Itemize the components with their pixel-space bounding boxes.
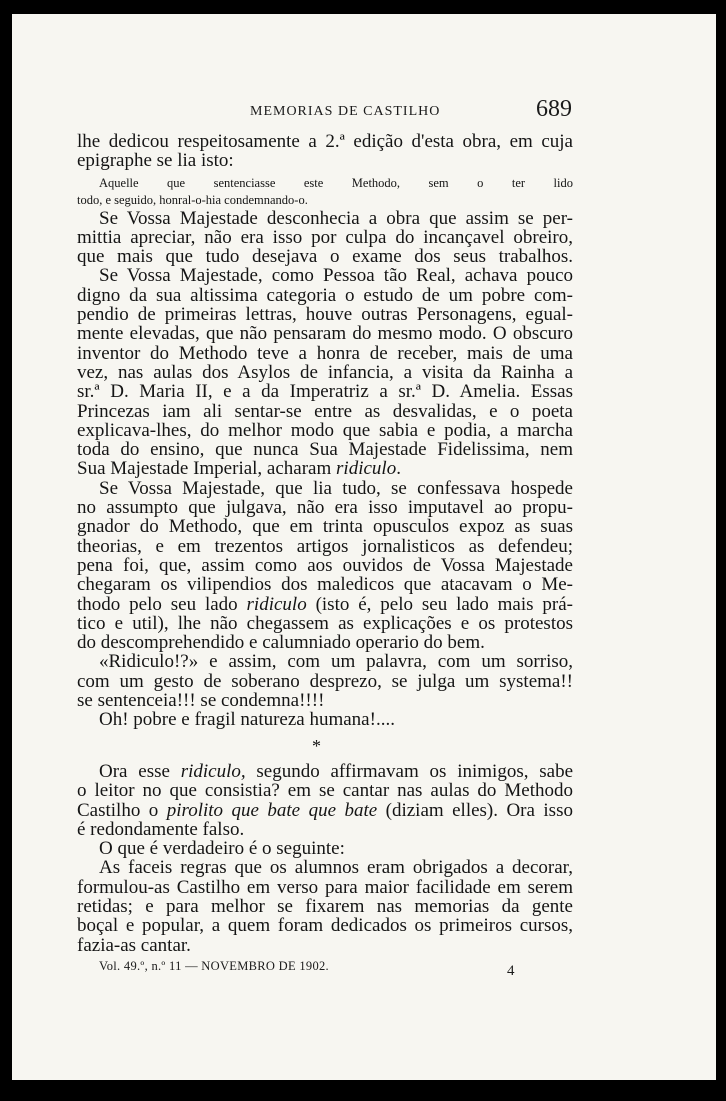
italic-word: ridiculo [336, 458, 397, 480]
text-line: retidas; e para melhor se fixarem nas memorias da gente [77, 896, 573, 918]
section-ornament: * [312, 736, 321, 756]
text-line: Se Vossa Majestade, que lia tudo, se confessava hospede [99, 477, 573, 499]
text-line: que mais que tudo desejava o exame dos seus trabalhos. [77, 246, 573, 268]
text-line: digno da sua altissima categoria o estudo de um pobre com- [77, 284, 573, 306]
text-line: thodo pelo seu lado ridiculo (isto é, pelo seu lado mais prá- [77, 593, 574, 615]
text-line: gnador do Methodo, que em trinta opusculos expoz as suas [77, 516, 573, 538]
epigraph-line: todo, e seguido, honral-o-hia condemnando-o. [77, 192, 308, 207]
epigraph-line: Aquelle que sentenciasse este Methodo, sem o ter lido [99, 175, 573, 190]
text-line: no assumpto que julgava, não era isso imputavel ao propu- [77, 497, 573, 519]
text-line: mittia apreciar, não era isso por culpa do incançavel obreiro, [77, 226, 573, 248]
text-line: boçal e popular, a quem foram dedicados os primeiros cursos, [77, 915, 573, 937]
text-line: «Ridiculo!?» e assim, com um palavra, com um sorriso, [99, 651, 573, 673]
text-line: inventor do Methodo teve a honra de receber, mais de uma [77, 342, 573, 364]
text-line: tico e util), lhe não chegassem as explicações e os protestos [77, 612, 573, 634]
text-line: se sentenceia!!! se condemna!!!! [77, 690, 325, 712]
text-line: theorias, e em trezentos artigos jornalisticos as defendeu; [77, 535, 573, 557]
text-line: é redondamente falso. [77, 818, 245, 840]
text-line: explicava-lhes, do melhor modo que sabia e podia, a marcha [77, 419, 573, 441]
text-line: com um gesto de soberano desprezo, se julga um systema!! [77, 670, 573, 692]
text-line: pena foi, que, assim como aos ouvidos de Vossa Majestade [77, 554, 573, 576]
text-line: sr.ª D. Maria II, e a da Imperatriz a sr.ª D. Amelia. Essas [77, 381, 573, 403]
body-text-continued [77, 762, 573, 955]
text-line: Oh! pobre e fragil natureza humana!.... [99, 709, 395, 731]
text-line: do descomprehendido e calumniado operario do bem. [77, 632, 485, 654]
text-line: Ora esse ridiculo, segundo affirmavam os inimigos, sabe [99, 761, 573, 782]
text-line: Se Vossa Majestade desconhecia a obra que assim se per- [99, 207, 573, 229]
text-line: o leitor no que consistia? em se cantar nas aulas do Methodo [77, 780, 573, 802]
text-line: mente elevadas, que não pensaram do mesmo modo. O obscuro [77, 323, 573, 345]
page-header [12, 96, 716, 132]
text-line: lhe dedicou respeitosamente a 2.ª edição d'esta obra, em cuja [77, 131, 573, 152]
text-line: Castilho o pirolito que bate que bate (diziam elles). Ora isso [77, 799, 573, 821]
page-number: 689 [536, 96, 572, 122]
text-line: toda do ensino, que nunca Sua Majestade Fidelissima, nem [77, 439, 573, 461]
text-line: As faceis regras que os alumnos eram obrigados a decorar, [99, 857, 573, 879]
body-text [77, 132, 573, 730]
running-title: MEMORIAS DE CASTILHO [250, 104, 441, 119]
text-line: fazia-as cantar. [77, 934, 191, 956]
volume-info: Vol. 49.º, n.º 11 — NOVEMBRO DE 1902. [99, 959, 329, 973]
page-footer [99, 959, 579, 983]
italic-word: ridiculo, [180, 761, 246, 782]
text-line: Princezas iam ali sentar-se entre as desvalidas, e o poeta [77, 400, 573, 422]
text-line: chegaram os vilipendios dos maledicos que atacavam o Me- [77, 574, 573, 596]
text-line: formulou-as Castilho em verso para maior facilidade em serem [77, 876, 573, 898]
italic-phrase: pirolito que bate que bate [166, 799, 378, 821]
document-page [12, 14, 716, 1080]
text-line: epigraphe se lia isto: [77, 150, 234, 172]
text-line: Sua Majestade Imperial, acharam ridiculo. [77, 458, 401, 480]
text-line: vez, nas aulas dos Asylos de infancia, a visita da Rainha a [77, 361, 573, 383]
text-line: pendio de primeiras lettras, houve outras Personagens, egual- [77, 304, 573, 326]
italic-word: ridiculo [246, 593, 307, 615]
text-line: Se Vossa Majestade, como Pessoa tão Real, achava pouco [99, 265, 573, 287]
signature-mark: 4 [507, 963, 515, 979]
text-line: O que é verdadeiro é o seguinte: [99, 838, 345, 860]
